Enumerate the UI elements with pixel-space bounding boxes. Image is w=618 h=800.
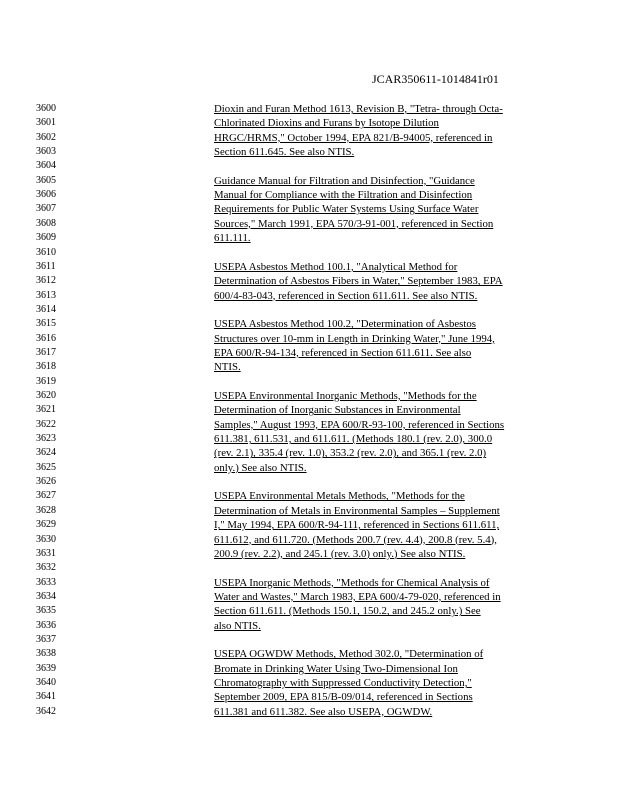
document-line [0,561,618,575]
line-number: 3602 [36,131,56,143]
document-line [0,145,618,159]
line-text: USEPA Asbestos Method 100.2, "Determination of Asbestos [214,318,476,331]
line-number: 3638 [36,648,56,660]
line-text: Water and Wastes," March 1983, EPA 600/4-79-020, referenced in [214,590,501,603]
document-line [0,504,618,518]
line-number: 3605 [36,174,56,186]
document-line [0,217,618,231]
document-line [0,403,618,417]
document-line [0,102,618,116]
line-number: 3640 [36,677,56,688]
document-line [0,116,618,130]
line-text: September 2009, EPA 815/B-09/014, referenced in Sections [214,691,473,704]
line-number: 3634 [36,590,56,602]
line-number: 3623 [36,433,56,445]
document-line [0,231,618,245]
line-number: 3618 [36,361,56,373]
line-number: 3603 [36,146,56,158]
document-line [0,131,618,145]
document-line [0,418,618,432]
document-line [0,705,618,719]
document-line [0,289,618,303]
line-number: 3629 [36,519,56,531]
line-number: 3613 [36,289,56,301]
document-line [0,619,618,633]
line-number: 3631 [36,547,56,559]
document-line [0,389,618,403]
document-line [0,590,618,604]
document-line [0,360,618,374]
line-number: 3606 [36,189,56,201]
line-text: 611.381 and 611.382. See also USEPA, OGWDW. [214,705,433,718]
line-number: 3604 [36,160,56,172]
line-text: Determination of Asbestos Fibers in Water," September 1983, EPA [214,275,503,288]
line-number: 3635 [36,605,56,617]
line-text: USEPA Inorganic Methods, "Methods for Chemical Analysis of [214,576,490,589]
line-number: 3607 [36,203,56,215]
document-line [0,260,618,274]
line-text: USEPA Environmental Inorganic Methods, "Methods for the [214,390,477,402]
line-number: 3642 [36,705,56,717]
document-line [0,461,618,475]
line-text: Manual for Compliance with the Filtration and Disinfection [214,189,473,202]
line-text: USEPA Environmental Metals Methods, "Methods for the [214,490,465,503]
document-line [0,375,618,389]
line-number: 3608 [36,217,56,229]
line-text: Determination of Inorganic Substances in Environmental [214,404,461,417]
line-text: 200.9 (rev. 2.2), and 245.1 (rev. 3.0) only.) See also NTIS. [214,547,466,560]
line-text: EPA 600/R-94-134, referenced in Section 611.611. See also [214,346,472,359]
line-number: 3641 [36,691,56,703]
line-text: Determination of Metals in Environmental Samples – Supplement [214,504,500,517]
document-line [0,489,618,503]
document-line [0,518,618,532]
document-line [0,159,618,173]
document-line [0,246,618,260]
line-number: 3639 [36,662,56,674]
document-line [0,274,618,288]
line-number: 3632 [36,562,56,574]
line-number: 3600 [36,103,56,114]
line-text: Section 611.611. (Methods 150.1, 150.2, and 245.2 only.) See [214,605,481,618]
line-text: NTIS. [214,361,241,374]
line-text: Chromatography with Suppressed Conductivity Detection," [214,677,472,689]
line-number: 3628 [36,504,56,516]
line-number: 3620 [36,390,56,401]
line-text: HRGC/HRMS," October 1994, EPA 821/B-94005, referenced in [214,131,493,144]
document-line [0,547,618,561]
line-text: USEPA OGWDW Methods, Method 302.0, "Determination of [214,648,484,661]
document-line [0,446,618,460]
document-line [0,604,618,618]
document-line [0,174,618,188]
line-text: only.) See also NTIS. [214,461,307,474]
line-number: 3617 [36,346,56,358]
line-text: USEPA Asbestos Method 100.1, "Analytical Method for [214,260,458,273]
line-number: 3622 [36,418,56,430]
line-number: 3626 [36,476,56,488]
line-text: 611.111. [214,232,251,245]
line-number: 3637 [36,633,56,645]
line-number: 3612 [36,275,56,287]
document-line [0,576,618,590]
line-text: 611.612, and 611.720. (Methods 200.7 (rev. 4.4), 200.8 (rev. 5.4), [214,533,497,546]
line-number: 3609 [36,232,56,244]
line-number: 3633 [36,576,56,588]
line-text: also NTIS. [214,619,261,632]
document-line [0,533,618,547]
line-text: 611.381, 611.531, and 611.611. (Methods 180.1 (rev. 2.0), 300.0 [214,433,493,446]
document-line [0,188,618,202]
document-line [0,346,618,360]
line-text: Chlorinated Dioxins and Furans by Isotope Dilution [214,117,439,130]
document-line [0,647,618,661]
line-text: I," May 1994, EPA 600/R-94-111, referenced in Sections 611.611, [214,519,500,532]
line-text: Samples," August 1993, EPA 600/R-93-100, referenced in Sections [214,418,505,431]
document-id: JCAR350611-1014841r01 [372,72,499,86]
line-number: 3630 [36,533,56,545]
line-text: Guidance Manual for Filtration and Disinfection, "Guidance [214,174,475,187]
line-text: Dioxin and Furan Method 1613, Revision B, "Tetra- through Octa- [214,103,503,115]
line-text: Sources," March 1991, EPA 570/3-91-001, referenced in Section [214,217,494,230]
document-line [0,332,618,346]
line-number: 3624 [36,447,56,459]
document-line [0,317,618,331]
line-text: Section 611.645. See also NTIS. [214,146,355,159]
line-number: 3621 [36,404,56,416]
line-number: 3619 [36,375,56,387]
line-text: (rev. 2.1), 335.4 (rev. 1.0), 353.2 (rev. 2.0), and 365.1 (rev. 2.0) [214,447,487,460]
line-number: 3627 [36,490,56,502]
line-number: 3625 [36,461,56,473]
line-number: 3610 [36,246,56,258]
document-line [0,303,618,317]
line-number: 3601 [36,117,56,129]
line-number: 3636 [36,619,56,631]
line-text: Structures over 10-mm in Length in Drinking Water," June 1994, [214,332,495,345]
line-number: 3615 [36,318,56,330]
line-text: Bromate in Drinking Water Using Two-Dimensional Ion [214,662,458,675]
document-line [0,633,618,647]
line-text: 600/4-83-043, referenced in Section 611.611. See also NTIS. [214,289,478,302]
document-line [0,432,618,446]
document-line [0,475,618,489]
document-line [0,662,618,676]
line-text: Requirements for Public Water Systems Using Surface Water [214,203,479,216]
line-number: 3614 [36,303,56,315]
document-line [0,202,618,216]
document-line [0,676,618,690]
document-line [0,690,618,704]
line-number: 3616 [36,332,56,344]
line-number: 3611 [36,260,56,272]
